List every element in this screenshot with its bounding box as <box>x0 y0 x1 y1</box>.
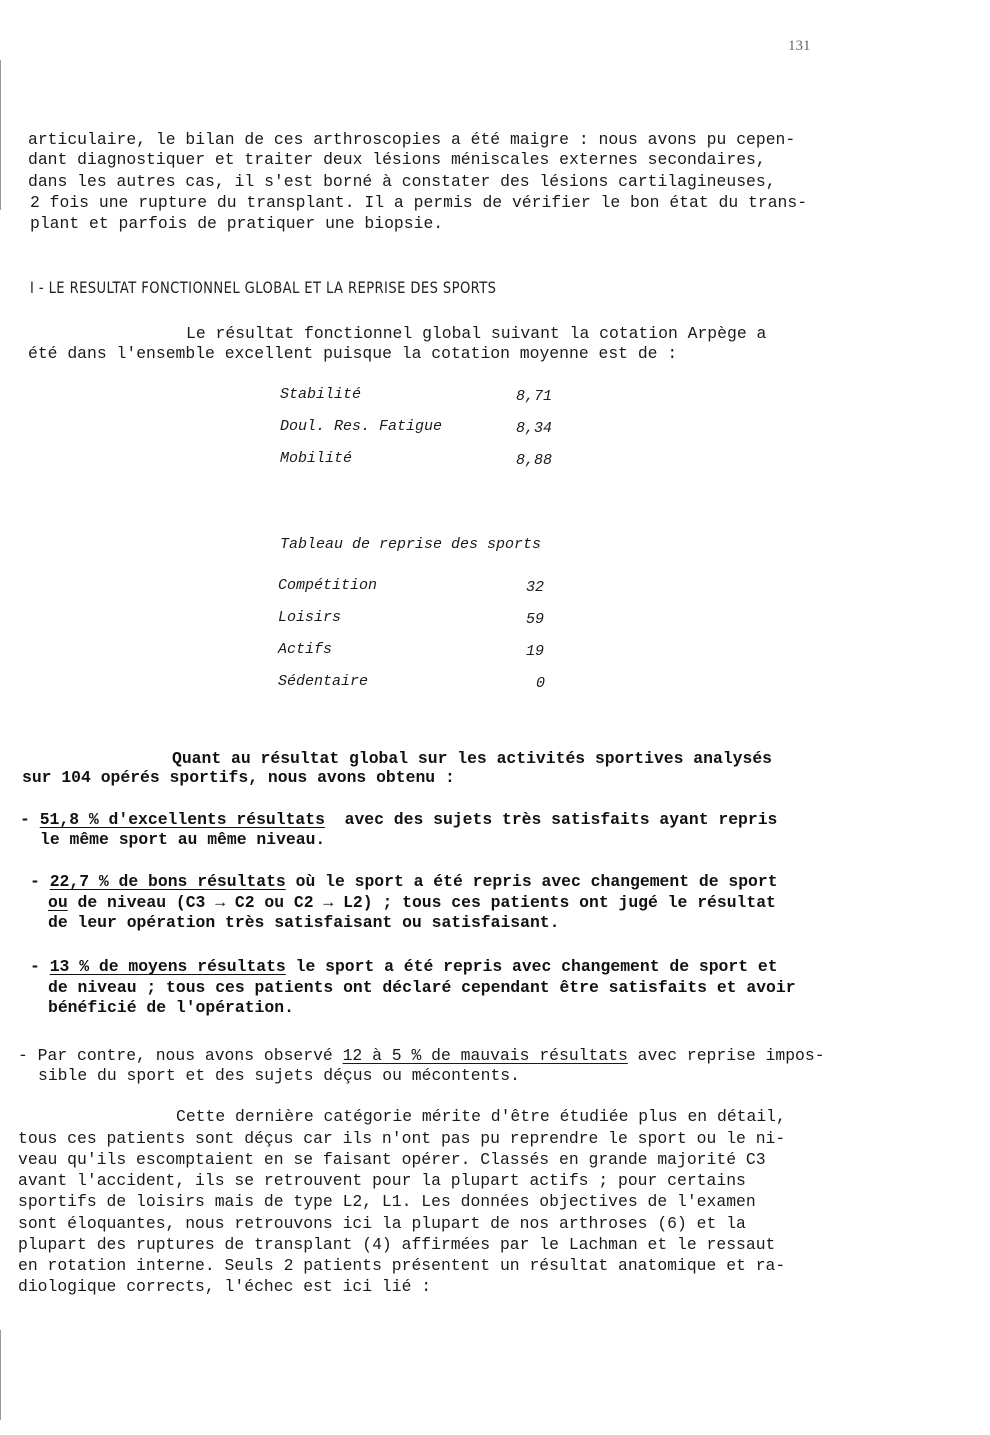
text-line: en rotation interne. Seuls 2 patients présentent un résultat anatomique et ra- <box>18 1256 786 1275</box>
sports-label: Loisirs <box>278 609 342 626</box>
cotation-label: Doul. Res. Fatigue <box>280 418 443 435</box>
sports-label: Actifs <box>278 641 333 658</box>
text-line: sur 104 opérés sportifs, nous avons obtenu : <box>22 768 455 787</box>
result-line <box>30 872 778 892</box>
cotation-label: Mobilité <box>280 450 353 467</box>
sports-value: 19 <box>526 643 545 660</box>
result-line: de niveau ; tous ces patients ont déclaré cependant être satisfaits et avoir <box>48 978 796 997</box>
scan-edge-mark <box>0 1330 1 1420</box>
result-text: - Par contre, nous avons observé <box>18 1046 343 1065</box>
result-text: avec des sujets très satisfaits ayant repris <box>324 810 778 829</box>
cotation-value: 8,34 <box>516 420 553 437</box>
text-line: Cette dernière catégorie mérite d'être étudiée plus en détail, <box>176 1107 786 1126</box>
text-line: été dans l'ensemble excellent puisque la cotation moyenne est de : <box>28 344 678 363</box>
result-line: sible du sport et des sujets déçus ou mécontents. <box>38 1066 520 1085</box>
text-line: articulaire, le bilan de ces arthroscopies a été maigre : nous avons pu cepen- <box>28 130 796 149</box>
text-line: Le résultat fonctionnel global suivant la cotation Arpège a <box>186 324 767 343</box>
sports-table-title: Tableau de reprise des sports <box>280 536 542 553</box>
result-line <box>20 810 777 830</box>
cotation-label: Stabilité <box>280 386 362 403</box>
bullet-dash: - <box>20 810 30 829</box>
result-highlight: ou <box>48 893 68 912</box>
result-highlight: 22,7 % de bons résultats <box>49 872 286 891</box>
cotation-value: 8,71 <box>516 388 553 405</box>
text-line: sont éloquantes, nous retrouvons ici la plupart de nos arthroses (6) et la <box>18 1214 746 1233</box>
text-line: 2 fois une rupture du transplant. Il a permis de vérifier le bon état du trans- <box>30 193 808 212</box>
result-line <box>30 957 778 977</box>
text-line: plant et parfois de pratiquer une biopsie. <box>30 214 444 233</box>
result-text: de niveau (C3 → C2 ou C2 → L2) ; tous ces patients ont jugé le résultat <box>67 893 776 912</box>
sports-value: 32 <box>526 579 545 596</box>
text-line: sportifs de loisirs mais de type L2, L1. Les données objectives de l'examen <box>18 1192 756 1211</box>
cotation-value: 8,88 <box>516 452 553 469</box>
result-line: le même sport au même niveau. <box>40 830 326 849</box>
result-line: de leur opération très satisfaisant ou satisfaisant. <box>48 913 560 932</box>
text-line: dans les autres cas, il s'est borné à constater des lésions cartilagineuses, <box>28 172 776 191</box>
scan-edge-mark <box>0 60 1 210</box>
sports-value: 0 <box>536 675 546 692</box>
result-text: le sport a été repris avec changement de sport et <box>285 957 778 976</box>
result-text: où le sport a été repris avec changement de sport <box>285 872 778 891</box>
text-line: diologique corrects, l'échec est ici lié : <box>18 1277 432 1296</box>
sports-value: 59 <box>526 611 545 628</box>
page-number: 131 <box>788 38 811 54</box>
text-line: avant l'accident, ils se retrouvent pour la plupart actifs ; pour certains <box>18 1171 746 1190</box>
text-line: tous ces patients sont déçus car ils n'ont pas pu reprendre le sport ou le ni- <box>18 1129 786 1148</box>
text-line: Quant au résultat global sur les activités sportives analysés <box>172 749 772 768</box>
text-line: plupart des ruptures de transplant (4) affirmées par le Lachman et le ressaut <box>18 1235 776 1254</box>
result-highlight: 13 % de moyens résultats <box>49 957 286 976</box>
result-highlight: 12 à 5 % de mauvais résultats <box>342 1046 628 1065</box>
section-heading: I - LE RESULTAT FONCTIONNEL GLOBAL ET LA REPRISE DES SPORTS <box>30 278 497 297</box>
result-line <box>48 893 776 913</box>
result-line: bénéficié de l'opération. <box>48 998 294 1017</box>
result-highlight: 51,8 % d'excellents résultats <box>39 810 325 829</box>
result-text: avec reprise impos- <box>627 1046 825 1065</box>
text-line: dant diagnostiquer et traiter deux lésions méniscales externes secondaires, <box>28 150 766 169</box>
sports-label: Compétition <box>278 577 378 594</box>
bullet-dash: - <box>30 957 40 976</box>
bullet-dash: - <box>30 872 40 891</box>
sports-label: Sédentaire <box>278 673 369 690</box>
result-line <box>18 1046 825 1066</box>
text-line: veau qu'ils escomptaient en se faisant opérer. Classés en grande majorité C3 <box>18 1150 766 1169</box>
